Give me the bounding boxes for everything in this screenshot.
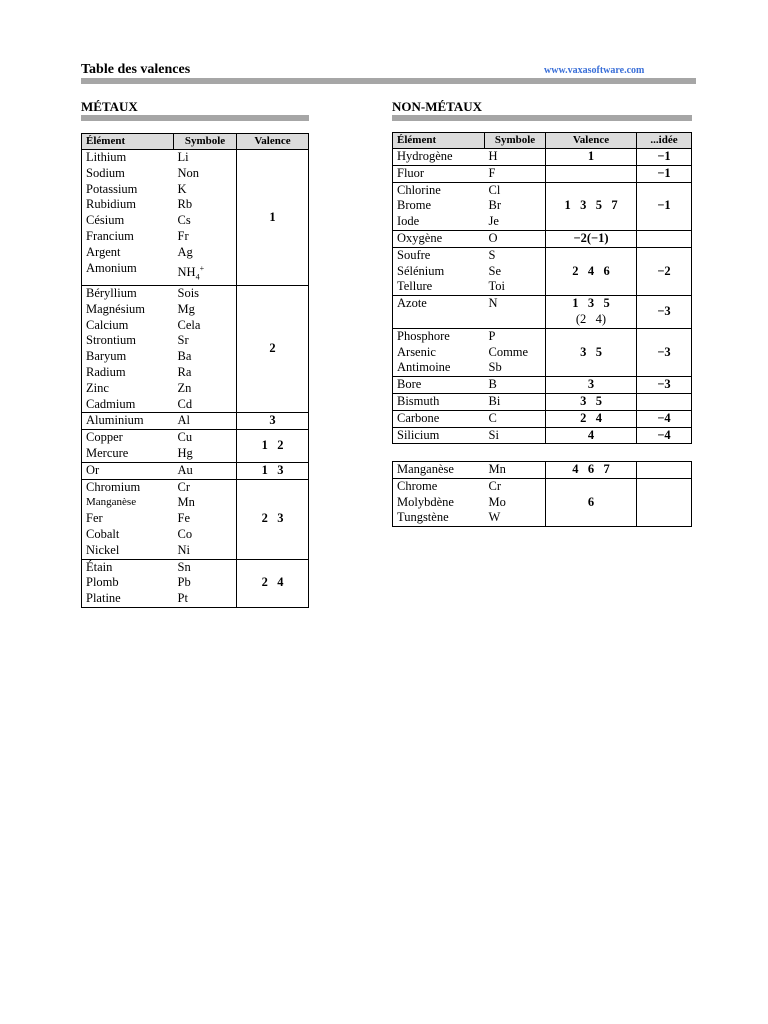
element-symbol: Si [488, 427, 499, 442]
element-name: Mercure [86, 446, 129, 460]
valence-cell [546, 377, 637, 394]
element-symbol: C [488, 410, 497, 425]
header-divider [81, 78, 696, 84]
element-symbol: Fr [177, 228, 189, 243]
element-names-cell [393, 427, 485, 444]
element-name: Manganèse [397, 462, 454, 476]
element-names-cell [393, 165, 485, 182]
element-name: Cobalt [86, 526, 120, 541]
element-name: Tungstène [397, 510, 449, 525]
table-row [393, 410, 692, 427]
ide-value: −2 [637, 247, 692, 295]
valence-value: 3 [587, 377, 595, 392]
valence-cell [546, 427, 637, 444]
valence-value: 4 [587, 427, 595, 442]
valence-cell [546, 478, 637, 526]
element-name: Calcium [86, 317, 129, 332]
element-symbols-cell [174, 430, 237, 463]
element-name: Francium [86, 228, 134, 243]
element-symbol: Br [488, 198, 501, 213]
valence-cell [546, 149, 637, 166]
element-symbols-cell [485, 427, 546, 444]
nonmetals-header-row [393, 133, 692, 149]
element-symbol: Bi [488, 393, 501, 408]
page-header [81, 62, 696, 86]
table-row [393, 230, 692, 247]
column-header-element: Élément [393, 133, 485, 149]
element-name: Potassium [86, 181, 138, 196]
element-symbol: H [488, 149, 498, 163]
element-symbols-cell [174, 286, 237, 413]
metals-header-row [82, 134, 309, 150]
element-symbol: W [488, 510, 501, 525]
valence-value: 2 4 6 [572, 263, 610, 278]
ide-value: −4 [637, 427, 692, 444]
nonmetals-table [392, 132, 692, 444]
element-name: Sodium [86, 165, 125, 180]
element-symbol: Al [177, 413, 190, 428]
table-row [393, 393, 692, 410]
element-symbol: Li [177, 150, 189, 164]
element-symbol: Zn [177, 380, 192, 395]
element-symbols-cell [485, 247, 546, 295]
element-symbol: K [177, 181, 187, 196]
element-symbols-cell [485, 149, 546, 166]
element-symbol: Ra [177, 365, 192, 380]
element-name: Magnésium [86, 301, 146, 316]
element-symbol: Pb [177, 575, 191, 590]
element-symbol: Non [177, 165, 200, 180]
element-names-cell [82, 430, 174, 463]
element-symbol: Ba [177, 349, 192, 364]
element-names-cell [393, 296, 485, 329]
element-name: Copper [86, 430, 123, 445]
element-symbol: Sb [488, 360, 502, 375]
element-symbol: O [488, 230, 498, 245]
table-row [393, 296, 692, 329]
element-symbols-cell [485, 182, 546, 230]
element-name: Fluor [397, 165, 425, 180]
valence-value: 2 4 [580, 410, 602, 425]
element-symbols-cell [485, 393, 546, 410]
nonmetals-title: NON-MÉTAUX [392, 99, 483, 114]
element-name: Nickel [86, 542, 120, 557]
element-name: Baryum [86, 349, 127, 364]
element-names-cell [82, 479, 174, 559]
valence-value: 1 3 5 [572, 296, 610, 311]
valence-value: 1 [237, 150, 309, 286]
site-url-link[interactable]: www.vaxasoftware.com [544, 65, 645, 76]
element-names-cell [393, 247, 485, 295]
table-row [393, 478, 692, 526]
element-symbol: Cd [177, 396, 193, 411]
element-symbols-cell [174, 479, 237, 559]
element-symbol: Cl [488, 182, 501, 197]
element-names-cell [82, 286, 174, 413]
table-row [393, 462, 692, 479]
valence-value: 1 3 [237, 462, 309, 479]
ide-value: −3 [637, 328, 692, 376]
element-name: Lithium [86, 150, 127, 164]
element-symbol: Ag [177, 244, 193, 259]
table-row [82, 479, 309, 559]
transition-table [392, 461, 692, 527]
element-symbol [178, 261, 237, 285]
element-names-cell [393, 182, 485, 230]
ide-value: −1 [637, 182, 692, 230]
element-symbols-cell [485, 410, 546, 427]
element-name: Platine [86, 591, 121, 606]
element-name: Molybdène [397, 494, 454, 509]
element-symbol: Cela [177, 317, 201, 332]
element-name: Carbone [397, 410, 440, 425]
element-name: Chromium [86, 479, 141, 494]
column-header-valence: Valence [237, 134, 309, 150]
element-symbol: Mg [177, 301, 195, 316]
table-row [82, 150, 309, 286]
element-symbol: Cr [177, 479, 190, 494]
element-name: Césium [86, 213, 125, 228]
element-names-cell [393, 393, 485, 410]
element-symbol: P [488, 328, 496, 343]
valence-cell [546, 410, 637, 427]
element-name: Chlorine [397, 182, 441, 197]
column-header-ide: ...idée [637, 133, 692, 149]
valence-cell [546, 393, 637, 410]
valence-value: 2 4 [237, 559, 309, 607]
element-symbol: Hg [177, 446, 193, 460]
element-name: Cadmium [86, 396, 136, 411]
valence-cell [546, 296, 637, 329]
element-name: Iode [397, 214, 420, 229]
element-symbol: N [488, 296, 498, 311]
valence-value: 2 3 [237, 479, 309, 559]
element-name: Aluminium [86, 413, 144, 428]
element-symbols-cell [485, 377, 546, 394]
table-row [393, 149, 692, 166]
element-symbol: S [488, 247, 496, 262]
nonmetals-divider [392, 115, 692, 121]
valence-value: 4 6 7 [572, 462, 610, 476]
ide-value: −3 [637, 296, 692, 329]
element-name: Radium [86, 365, 126, 380]
element-name: Chrome [397, 478, 438, 493]
element-name: Phosphore [397, 328, 450, 343]
ide-value [637, 393, 692, 410]
valence-value: 1 2 [237, 430, 309, 463]
element-name: Antimoine [397, 360, 451, 375]
element-name: Zinc [86, 380, 109, 395]
element-symbol: Rb [177, 197, 193, 212]
element-name: Azote [397, 296, 427, 311]
table-row [82, 286, 309, 413]
element-symbols-cell [485, 478, 546, 526]
element-symbol: Cs [177, 213, 191, 228]
element-names-cell [393, 478, 485, 526]
valence-cell [546, 328, 637, 376]
element-symbols-cell [485, 462, 546, 479]
element-name: Silicium [397, 427, 440, 442]
element-name: Tellure [397, 279, 433, 294]
column-header-symbol: Symbole [485, 133, 546, 149]
table-row [393, 165, 692, 182]
element-symbols-cell [174, 462, 237, 479]
element-symbols-cell [174, 150, 237, 286]
ide-value [637, 478, 692, 526]
element-names-cell [82, 462, 174, 479]
valence-value: 6 [587, 494, 595, 509]
valence-alternate: (2 4) [575, 311, 607, 326]
element-name: Hydrogène [397, 149, 453, 163]
element-names-cell [393, 328, 485, 376]
element-symbol: Cu [177, 430, 193, 445]
ammonium-charge: + [199, 263, 205, 273]
valence-cell [546, 247, 637, 295]
element-symbol: Fe [177, 511, 190, 526]
ammonium-symbol: NH [177, 264, 196, 279]
element-name: Béryllium [86, 286, 137, 301]
table-row [82, 413, 309, 430]
element-name: Strontium [86, 333, 137, 348]
metals-divider [81, 115, 309, 121]
metals-table [81, 133, 309, 608]
valence-value: 1 3 5 7 [564, 198, 618, 213]
valence-value: 1 [587, 149, 595, 163]
element-name: Sélénium [397, 263, 445, 278]
table-row [82, 430, 309, 463]
valence-cell [546, 182, 637, 230]
element-name: Argent [86, 244, 121, 259]
element-names-cell [82, 559, 174, 607]
valence-cell [546, 462, 637, 479]
ide-value: −1 [637, 149, 692, 166]
ide-value: −1 [637, 165, 692, 182]
table-row [82, 462, 309, 479]
element-name: Manganèse [86, 496, 137, 509]
table-row [393, 328, 692, 376]
element-symbols-cell [174, 559, 237, 607]
ide-value: −3 [637, 377, 692, 394]
element-name: Soufre [397, 247, 431, 262]
element-symbol: Au [177, 462, 193, 477]
element-symbol: Toi [488, 279, 505, 294]
element-name: Oxygène [397, 230, 443, 245]
element-names-cell [393, 149, 485, 166]
element-symbols-cell [485, 328, 546, 376]
valence-cell [546, 230, 637, 247]
element-symbols-cell [485, 230, 546, 247]
element-symbol: Je [488, 214, 499, 229]
element-name: Rubidium [86, 197, 137, 212]
valence-value: 3 5 [580, 344, 602, 359]
element-symbol: Mn [177, 495, 195, 510]
element-symbol: Sr [177, 333, 189, 348]
element-name: Brome [397, 198, 432, 213]
table-row [82, 559, 309, 607]
column-header-symbol: Symbole [174, 134, 237, 150]
element-symbol: Ni [177, 542, 190, 557]
element-symbol: F [488, 165, 496, 180]
ide-value [637, 230, 692, 247]
element-name: Arsenic [397, 344, 436, 359]
element-symbol: Comme [488, 344, 529, 359]
element-symbol: Se [488, 263, 501, 278]
element-symbol: Co [177, 526, 193, 541]
element-names-cell [393, 230, 485, 247]
ammonium-subscript: 4 [195, 272, 200, 282]
element-symbol: Cr [488, 478, 501, 493]
valence-cell [546, 165, 637, 182]
table-row [393, 247, 692, 295]
element-symbol: Sois [177, 286, 200, 301]
column-header-valence: Valence [546, 133, 637, 149]
element-name: Or [86, 462, 100, 477]
element-symbols-cell [485, 296, 546, 329]
element-name: Fer [86, 511, 103, 526]
ide-value: −4 [637, 410, 692, 427]
element-symbol: B [488, 377, 497, 392]
valence-value: −2(−1) [573, 230, 609, 245]
element-symbol: Pt [177, 591, 188, 606]
valence-value: 3 5 [580, 393, 602, 408]
element-name: Étain [86, 559, 113, 574]
element-symbol: Mo [488, 494, 506, 509]
element-symbols-cell [174, 413, 237, 430]
element-name: Bore [397, 377, 422, 392]
element-symbol: Sn [177, 559, 191, 574]
element-names-cell [82, 413, 174, 430]
ide-value [637, 462, 692, 479]
element-name: Amonium [86, 260, 137, 275]
valence-value: 2 [237, 286, 309, 413]
table-row [393, 427, 692, 444]
valence-value: 3 [237, 413, 309, 430]
column-header-element: Élément [82, 134, 174, 150]
element-name: Bismuth [397, 393, 440, 408]
table-row [393, 182, 692, 230]
element-names-cell [82, 150, 174, 286]
table-row [393, 377, 692, 394]
element-names-cell [393, 462, 485, 479]
element-name: Plomb [86, 575, 119, 590]
page-title: Table des valences [81, 62, 191, 77]
element-symbol: Mn [488, 462, 506, 476]
element-names-cell [393, 410, 485, 427]
element-symbols-cell [485, 165, 546, 182]
element-names-cell [393, 377, 485, 394]
metals-title: MÉTAUX [81, 99, 138, 114]
